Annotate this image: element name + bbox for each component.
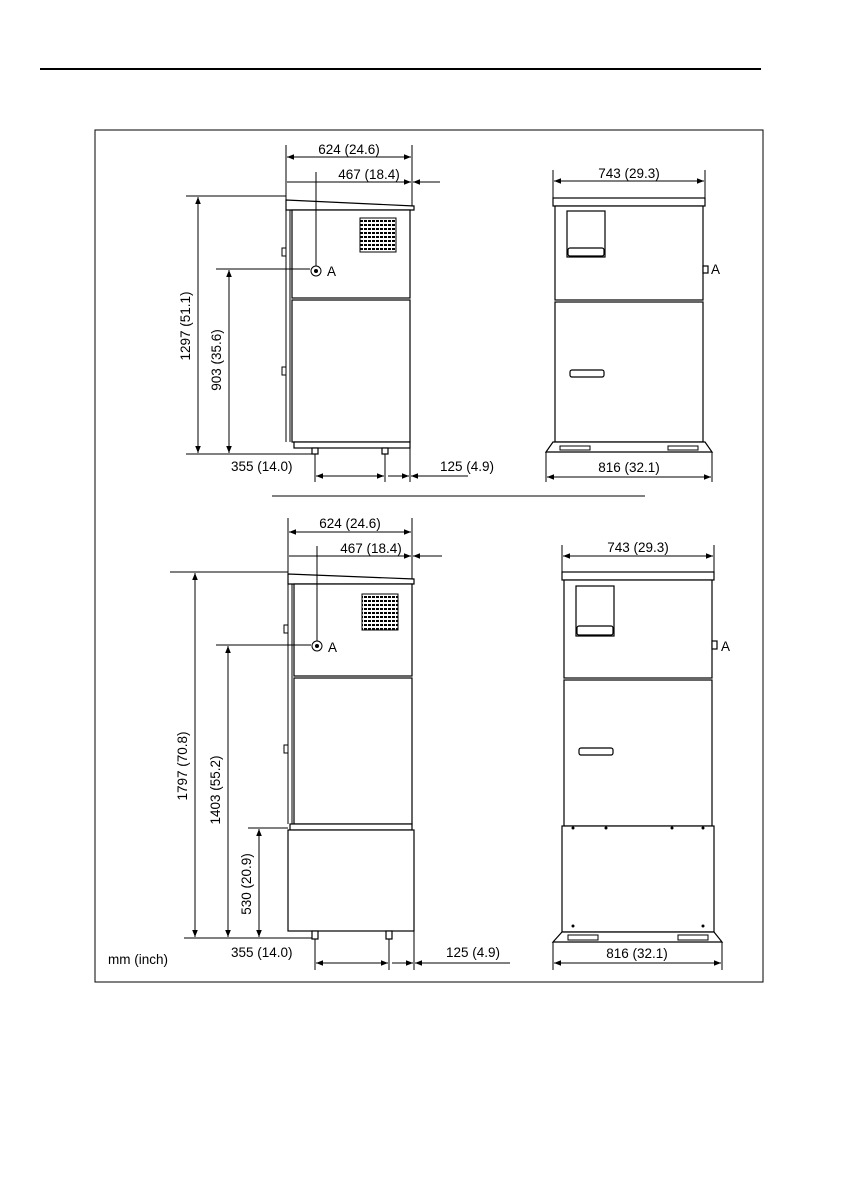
side-view-bottom-foot <box>386 931 392 939</box>
dim-width-top: 624 (24.6) <box>319 516 381 531</box>
vent-grille-icon <box>360 218 396 252</box>
dim-width-top: 624 (24.6) <box>318 142 380 157</box>
side-view-bottom-foot <box>312 931 318 939</box>
front-view-top-roof <box>553 198 705 206</box>
callout-a-label: A <box>327 264 337 279</box>
dim-front-width-base: 816 (32.1) <box>606 946 668 961</box>
side-view-top-foot <box>312 448 318 454</box>
door-handle-icon <box>579 748 613 755</box>
side-view-bottom <box>284 574 414 939</box>
front-view-bottom-base-cabinet <box>562 826 714 932</box>
dim-height-a: 903 (35.6) <box>209 329 224 391</box>
front-view-bottom-roof <box>562 572 714 580</box>
front-view-top <box>546 198 720 452</box>
dim-height-total: 1797 (70.8) <box>175 731 190 801</box>
dim-front-width-base: 816 (32.1) <box>598 460 660 475</box>
callout-a-label: A <box>711 262 721 277</box>
callout-a-label: A <box>328 640 338 655</box>
side-view-top <box>282 200 414 454</box>
dim-front-width-top: 743 (29.3) <box>607 540 669 555</box>
front-view-bottom <box>553 572 730 942</box>
side-view-bottom-lower-cabinet <box>294 678 412 824</box>
connection-a-icon <box>703 266 708 273</box>
dim-width-mid: 467 (18.4) <box>338 167 400 182</box>
side-view-top-roof <box>286 200 414 210</box>
dim-foot-left: 355 (14.0) <box>231 945 293 960</box>
dim-foot-left: 355 (14.0) <box>231 459 293 474</box>
dim-height-a: 1403 (55.2) <box>208 755 223 825</box>
dim-foot-right: 125 (4.9) <box>446 945 501 960</box>
dim-width-mid: 467 (18.4) <box>340 541 402 556</box>
connection-a-icon <box>712 641 717 649</box>
side-view-bottom-roof <box>288 574 414 584</box>
side-view-bottom-base-cabinet <box>288 830 414 931</box>
door-handle-icon <box>570 370 604 377</box>
dim-front-width-top: 743 (29.3) <box>598 166 660 181</box>
side-view-top-foot <box>382 448 388 454</box>
vent-grille-icon <box>362 594 398 630</box>
callout-a-label: A <box>721 639 731 654</box>
dim-height-total: 1297 (51.1) <box>178 291 193 361</box>
units-legend: mm (inch) <box>108 952 168 967</box>
dim-foot-right: 125 (4.9) <box>440 459 495 474</box>
dim-height-base: 530 (20.9) <box>239 853 254 915</box>
side-view-top-lower-cabinet <box>292 300 410 442</box>
